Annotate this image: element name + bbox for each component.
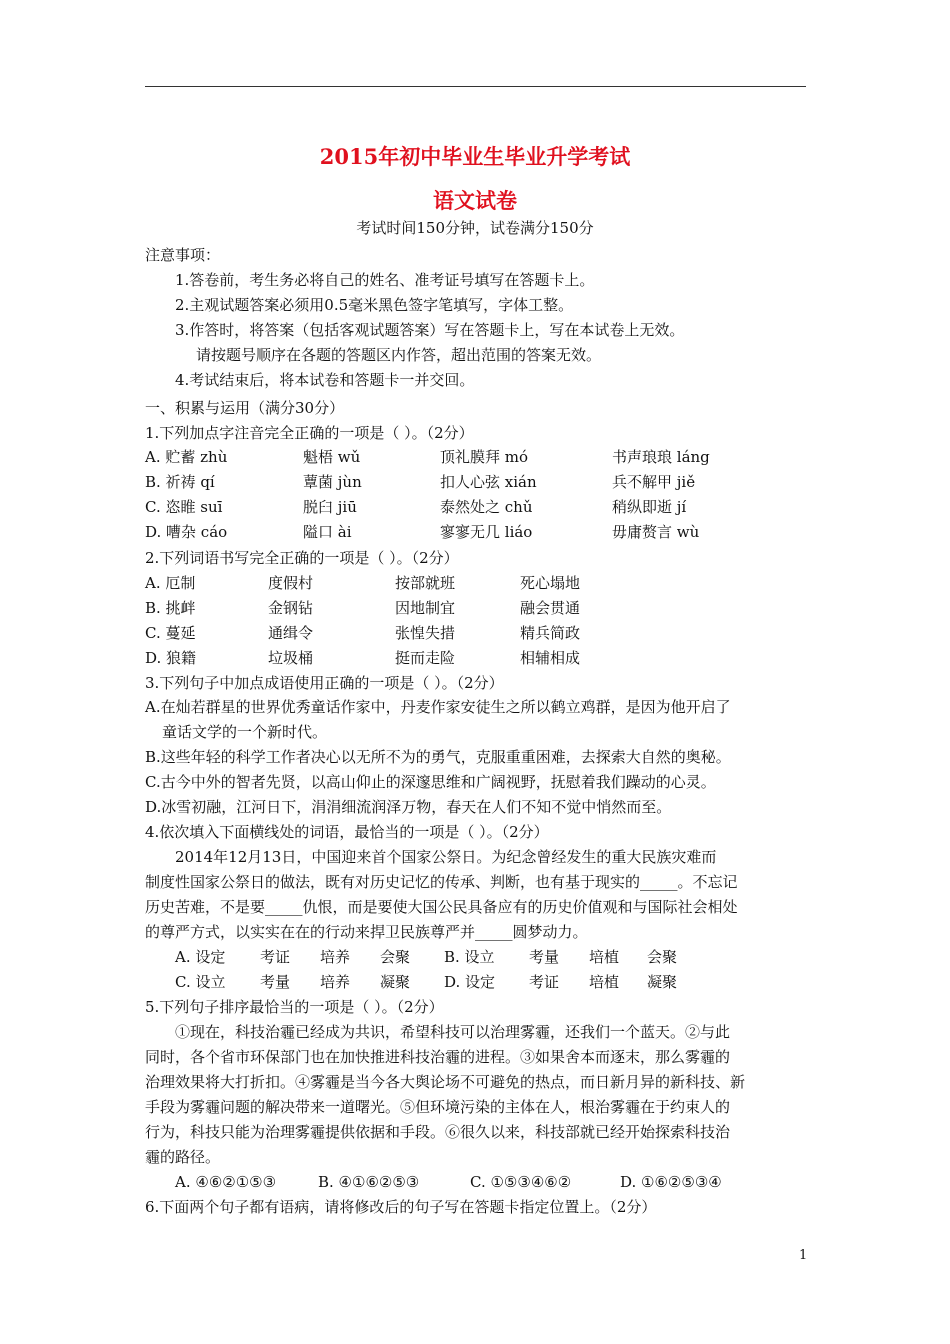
q4-option: A. 设定 (175, 948, 226, 966)
q4-option: C. 设立 (175, 973, 226, 991)
notes-heading: 注意事项： (145, 246, 221, 264)
question-stem-1: 1.下列加点字注音完全正确的一项是（ ）。（2分） (145, 424, 474, 442)
note-item: 4.考试结束后，将本试卷和答题卡一并交回。 (175, 371, 475, 389)
note-item: 请按题号顺序在各题的答题区内作答，超出范围的答案无效。 (196, 346, 602, 364)
q4-option: 培植 (589, 973, 620, 991)
q4-passage: 的尊严方式，以实实在在的行动来捍卫民族尊严并_____圆梦动力。 (145, 923, 588, 941)
q1-option: 寥寥无几 liáo (440, 523, 533, 541)
note-item: 3.作答时，将答案（包括客观试题答案）写在答题卡上，写在本试卷上无效。 (175, 321, 685, 339)
q2-option: 度假村 (268, 574, 314, 592)
q1-option: 蕈菌 jùn (303, 473, 362, 491)
q1-option: A. 贮蓄 zhù (145, 448, 228, 466)
q5-option: B. ④①⑥②⑤③ (318, 1173, 420, 1191)
q1-option: 隘口 ài (303, 523, 352, 541)
q4-passage: 历史苦难，不是要_____仇恨，而是要使大国公民具备应有的历史价值观和与国际社会相处 (145, 898, 738, 916)
q4-option: 培植 (589, 948, 620, 966)
q4-option: 考证 (529, 973, 560, 991)
q2-option: 按部就班 (395, 574, 456, 592)
q1-option: 魁梧 wǔ (303, 448, 361, 466)
q4-option: B. 设立 (444, 948, 495, 966)
question-stem-3: 3.下列句子中加点成语使用正确的一项是（ ）。（2分） (145, 674, 504, 692)
q3-option: B.这些年轻的科学工作者决心以无所不为的勇气，克服重重困难，去探索大自然的奥秘。 (145, 748, 731, 766)
q2-option: B. 挑衅 (145, 599, 196, 617)
q1-option: 顶礼膜拜 mó (440, 448, 529, 466)
q2-option: D. 狼籍 (145, 649, 197, 667)
q1-option: C. 恣睢 suī (145, 498, 223, 516)
q4-option: D. 设定 (444, 973, 496, 991)
q4-option: 会聚 (647, 948, 678, 966)
q4-passage: 制度性国家公祭日的做法，既有对历史记忆的传承、判断，也有基于现实的_____。不忘记 (145, 873, 738, 891)
page-title: 2015年初中毕业生毕业升学考试 (319, 144, 631, 169)
q4-option: 凝聚 (380, 973, 411, 991)
q2-option: A. 厄制 (145, 574, 196, 592)
q4-option: 考证 (260, 948, 291, 966)
q2-option: C. 蔓延 (145, 624, 196, 642)
q2-option: 因地制宜 (395, 599, 456, 617)
q1-option: B. 祈祷 qí (145, 473, 215, 491)
q5-passage: 治理效果将大打折扣。④雾霾是当今各大舆论场不可避免的热点，而日新月异的新科技、新 (145, 1073, 746, 1091)
page-subtitle: 语文试卷 (433, 188, 517, 213)
exam-info: 考试时间150分钟，试卷满分150分 (356, 219, 594, 237)
q5-passage: 手段为雾霾问题的解决带来一道曙光。⑤但环境污染的主体在人，根治雾霾在于约束人的 (145, 1098, 731, 1116)
q4-option: 培养 (320, 973, 351, 991)
q2-option: 死心塌地 (520, 574, 581, 592)
q2-option: 挺而走险 (395, 649, 456, 667)
q2-option: 金钢钻 (268, 599, 314, 617)
q2-option: 融会贯通 (520, 599, 581, 617)
q4-option: 考量 (529, 948, 560, 966)
q4-option: 会聚 (380, 948, 411, 966)
q2-option: 精兵简政 (520, 624, 581, 642)
q5-passage: ①现在，科技治霾已经成为共识，希望科技可以治理雾霾，还我们一个蓝天。②与此 (175, 1023, 731, 1041)
q5-option: A. ④⑥②①⑤③ (175, 1173, 277, 1191)
q1-option: 兵不解甲 jiě (612, 473, 696, 491)
q1-option: D. 嘈杂 cáo (145, 523, 228, 541)
question-stem-5: 5.下列句子排序最恰当的一项是（ ）。（2分） (145, 998, 444, 1016)
header-rule (145, 86, 806, 87)
q4-option: 培养 (320, 948, 351, 966)
q3-option: D.冰雪初融，江河日下，涓涓细流润泽万物，春天在人们不知不觉中悄然而至。 (145, 798, 672, 816)
q2-option: 垃圾桶 (268, 649, 314, 667)
question-stem-2: 2.下列词语书写完全正确的一项是（ ）。（2分） (145, 549, 459, 567)
note-item: 2.主观试题答案必须用0.5毫米黑色签字笔填写，字体工整。 (175, 296, 574, 314)
q4-option: 考量 (260, 973, 291, 991)
question-stem-6: 6.下面两个句子都有语病，请将修改后的句子写在答题卡指定位置上。（2分） (145, 1198, 657, 1216)
q4-option: 凝聚 (647, 973, 678, 991)
q3-option: C.古今中外的智者先贤，以高山仰止的深邃思维和广阔视野，抚慰着我们躁动的心灵。 (145, 773, 716, 791)
q3-option: 童话文学的一个新时代。 (162, 723, 328, 741)
q2-option: 通缉令 (268, 624, 314, 642)
q2-option: 张惶失措 (395, 624, 456, 642)
q1-option: 毋庸赘言 wù (612, 523, 700, 541)
question-stem-4: 4.依次填入下面横线处的词语，最恰当的一项是（ ）。（2分） (145, 823, 549, 841)
q1-option: 脱臼 jiū (303, 498, 357, 516)
q1-option: 稍纵即逝 jí (612, 498, 687, 516)
q1-option: 扣人心弦 xián (440, 473, 537, 491)
section-heading: 一、积累与运用（满分30分） (145, 399, 345, 417)
q5-passage: 同时，各个省市环保部门也在加快推进科技治霾的进程。③如果舍本而逐末，那么雾霾的 (145, 1048, 731, 1066)
q4-passage: 2014年12月13日，中国迎来首个国家公祭日。为纪念曾经发生的重大民族灾难而 (175, 848, 717, 866)
q5-passage: 霾的路径。 (145, 1148, 221, 1166)
q5-option: D. ①⑥②⑤③④ (620, 1173, 722, 1191)
q3-option: A.在灿若群星的世界优秀童话作家中，丹麦作家安徒生之所以鹤立鸡群，是因为他开启了 (145, 698, 731, 716)
page-number: 1 (799, 1248, 808, 1263)
q5-passage: 行为，科技只能为治理雾霾提供依据和手段。⑥很久以来，科技部就已经开始探索科技治 (145, 1123, 731, 1141)
q1-option: 书声琅琅 láng (612, 448, 710, 466)
q2-option: 相辅相成 (520, 649, 581, 667)
q5-option: C. ①⑤③④⑥② (470, 1173, 572, 1191)
note-item: 1.答卷前，考生务必将自己的姓名、准考证号填写在答题卡上。 (175, 271, 595, 289)
q1-option: 泰然处之 chǔ (440, 498, 533, 516)
